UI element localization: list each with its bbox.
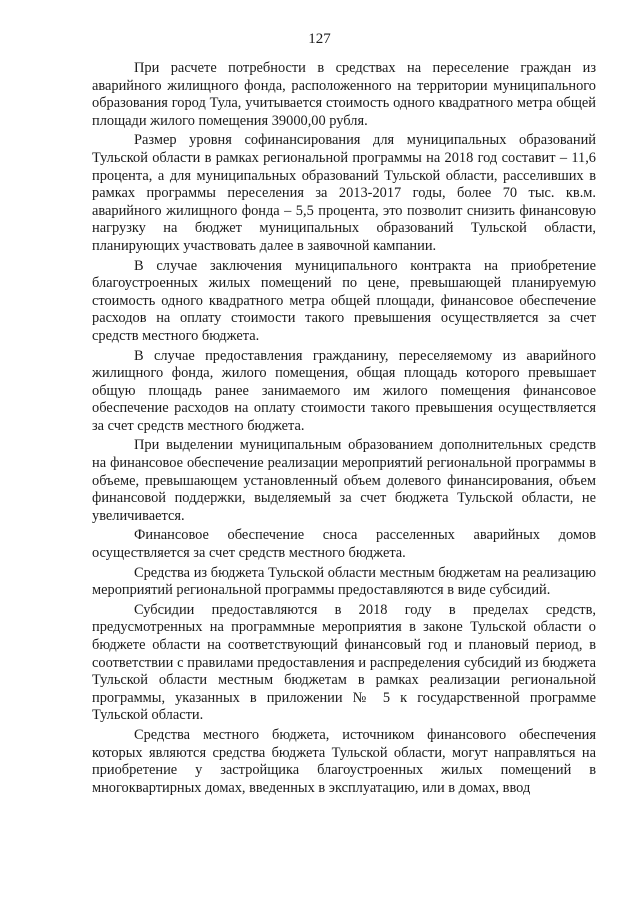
paragraph-subsidies-2018: Субсидии предоставляются в 2018 году в пределах средств, предусмотренных на программные мероприятия в законе Тульской области о бюджете области на соответствующий финансовый год и плановый период, в соответствии с правилами предоставления и распределения субсидий из бюджета Тульской области местным бюджетам в рамках реализации региональной программы, указанных в приложении № 5 к государственной программе Тульской области. (92, 601, 596, 724)
paragraph-demolition-funding: Финансовое обеспечение сноса расселенных аварийных домов осуществляется за счет средств местного бюджета. (92, 527, 596, 562)
paragraph-additional-funds: При выделении муниципальным образованием дополнительных средств на финансовое обеспечение реализации мероприятий региональной программы в объеме, превышающем установленный объем долевого финансирования, объем финансовой поддержки, выделяемый за счет бюджета Тульской области, не увеличивается. (92, 437, 596, 524)
paragraph-subsidies-form: Средства из бюджета Тульской области местным бюджетам на реализацию мероприятий региональной программы предоставляются в виде субсидий. (92, 564, 596, 599)
document-body (92, 60, 596, 797)
paragraph-area-excess: В случае предоставления гражданину, переселяемому из аварийного жилищного фонда, жилого помещения, общая площадь которого превышает общую площадь ранее занимаемого им жилого помещения финансовое обеспечение расходов на оплату стоимости такого превышения осуществляется за счет средств местного бюджета. (92, 347, 596, 434)
paragraph-local-budget-use: Средства местного бюджета, источником финансового обеспечения которых являются средства бюджета Тульской области, могут направляться на приобретение у застройщика благоустроенных жилых помещений в многоквартирных домах, введенных в эксплуатацию, или в домах, ввод (92, 726, 596, 796)
paragraph-cost-per-square-meter: При расчете потребности в средствах на переселение граждан из аварийного жилищного фонда, расположенного на территории муниципального образования город Тула, учитывается стоимость одного квадратного метра общей площади жилого помещения 39000,00 рубля. (92, 60, 596, 129)
page-number: 127 (308, 31, 331, 47)
paragraph-cofinancing-level: Размер уровня софинансирования для муниципальных образований Тульской области в рамках региональной программы на 2018 год составит – 11,6 процента, а для муниципальных образований Тульской области, расселивших в рамках программы переселения за 2013-2017 годы, более 70 тыс. кв.м. аварийного жилищного фонда – 5,5 процента, это позволит снизить финансовую нагрузку на бюджет муниципальных образований Тульской области, планирующих участвовать далее в заявочной кампании. (92, 132, 596, 254)
paragraph-contract-price-excess: В случае заключения муниципального контракта на приобретение благоустроенных жилых помещений по цене, превышающей планируемую стоимость одного квадратного метра общей площади, финансовое обеспечение расходов на оплату стоимости такого превышения осуществляется за счет средств местного бюджета. (92, 257, 596, 344)
